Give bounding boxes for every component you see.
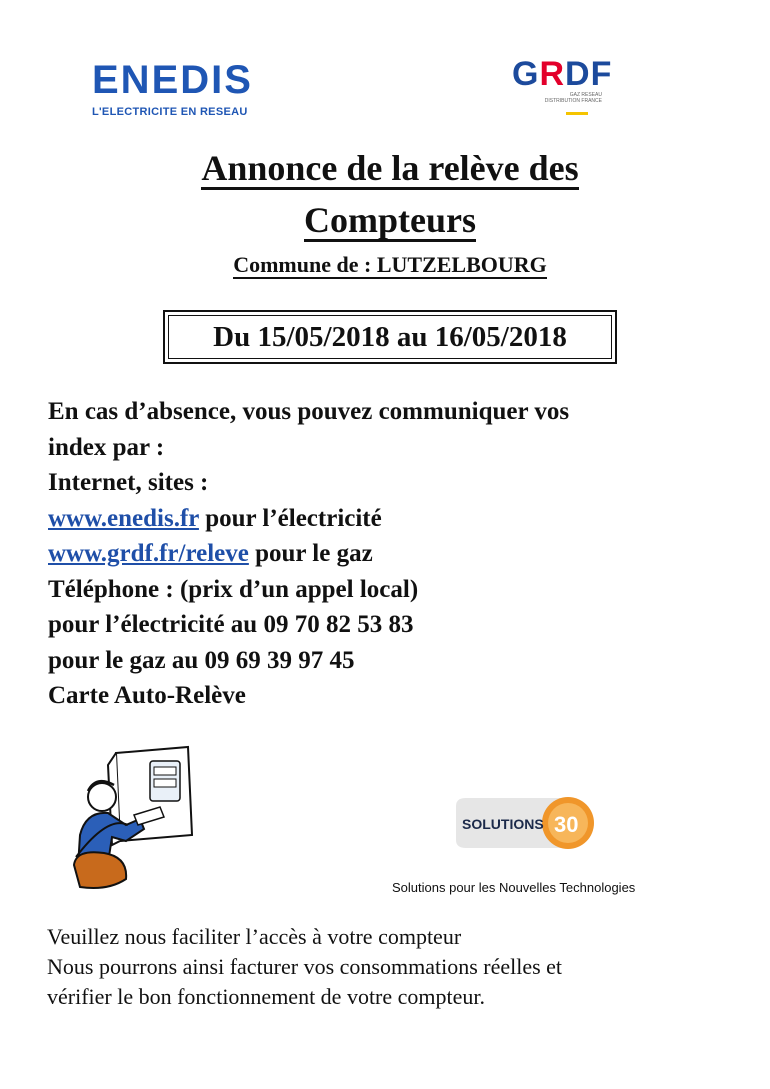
title-line-2: Compteurs xyxy=(304,200,476,240)
info-line-phone-elec: pour l’électricité au 09 70 82 53 83 xyxy=(48,611,414,638)
enedis-logo xyxy=(92,60,272,118)
enedis-link[interactable]: www.enedis.fr xyxy=(48,504,199,532)
date-range: Du 15/05/2018 au 16/05/2018 xyxy=(168,315,612,359)
footer-line-2: Nous pourrons ainsi facturer vos consommations réelles et xyxy=(47,954,563,979)
info-line-enedis xyxy=(48,501,738,537)
solutions30-logo xyxy=(450,792,600,852)
enedis-logo-word: ENEDIS xyxy=(92,58,253,102)
info-line-card: Carte Auto-Relève xyxy=(48,682,246,709)
grdf-logo-word: GRDF xyxy=(512,55,613,93)
info-line-index: index par : xyxy=(48,433,165,461)
enedis-link-suffix: pour l’électricité xyxy=(198,504,382,532)
footer-line-1: Veuillez nous faciliter l’accès à votre compteur xyxy=(47,924,462,949)
solutions-word: SOLUTIONS xyxy=(462,816,544,832)
title-line-1: Annonce de la relève des xyxy=(201,148,579,188)
commune-label: Commune de : LUTZELBOURG xyxy=(233,252,547,277)
info-line-grdf xyxy=(48,536,738,572)
meter-reader-illustration-icon xyxy=(68,745,203,900)
grdf-yellow-bar xyxy=(566,112,588,115)
grdf-subtitle-2: DISTRIBUTION FRANCE xyxy=(544,98,602,104)
footer-text xyxy=(47,922,747,1012)
info-line-phone: Téléphone : (prix d’un appel local) xyxy=(48,575,419,603)
info-line-absence: En cas d’absence, vous pouvez communiquer vos xyxy=(48,398,570,425)
date-range-box xyxy=(163,310,617,364)
grdf-logo xyxy=(512,56,632,115)
solutions-number: 30 xyxy=(554,812,579,837)
solutions-tagline: Solutions pour les Nouvelles Technologies xyxy=(392,880,636,895)
info-line-phone-gaz: pour le gaz au 09 69 39 97 45 xyxy=(48,646,355,674)
footer-line-3: vérifier le bon fonctionnement de votre compteur. xyxy=(47,984,486,1009)
info-line-internet: Internet, sites : xyxy=(48,469,209,496)
enedis-tagline: L'ELECTRICITE EN RESEAU xyxy=(92,106,248,118)
grdf-subtitle-1: GAZ RESEAU xyxy=(569,92,602,98)
info-block xyxy=(48,394,738,714)
grdf-link-suffix: pour le gaz xyxy=(248,540,373,567)
grdf-link[interactable]: www.grdf.fr/releve xyxy=(48,540,249,567)
